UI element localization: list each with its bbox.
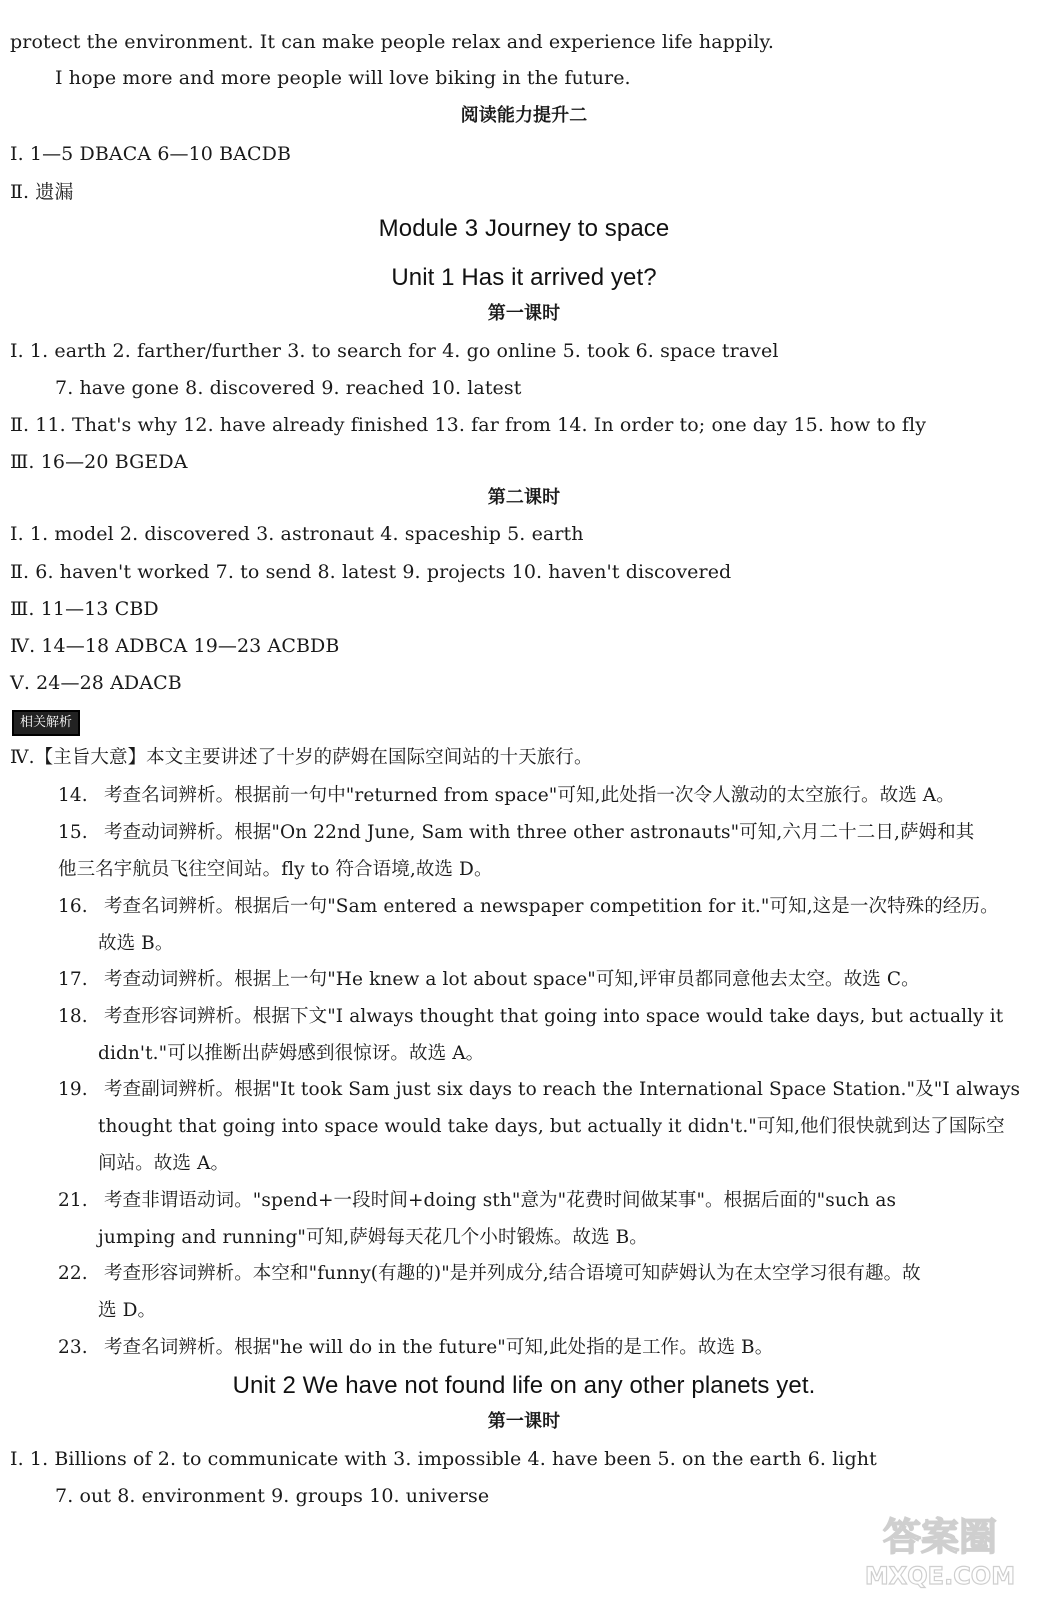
item-text: 考查形容词辨析。根据下文"I always thought that going into space would take days, but actually it [104, 1006, 1004, 1027]
answer-line: 7. have gone 8. discovered 9. reached 10. latest [55, 377, 522, 399]
answer-line: Ⅰ. 1. model 2. discovered 3. astronaut 4. spaceship 5. earth [10, 523, 584, 545]
item-text-continued: thought that going into space would take days, but actually it didn't."可知,他们很快就到达了国际空 [98, 1116, 1005, 1137]
lesson-title: 第一课时 [487, 1411, 561, 1432]
item-text-continued: 间站。故选 A。 [98, 1153, 230, 1174]
answer-line: Ⅰ. 1. earth 2. farther/further 3. to search for 4. go online 5. took 6. space travel [10, 340, 779, 362]
item-number: 22. [58, 1263, 88, 1284]
analysis-item [58, 1003, 1028, 1031]
item-number: 14. [58, 785, 88, 806]
analysis-item [58, 1260, 1028, 1288]
answer-line: Ⅳ. 14—18 ADBCA 19—23 ACBDB [10, 635, 340, 657]
item-number: 18. [58, 1006, 88, 1027]
item-number: 15. [58, 822, 88, 843]
analysis-tag: 相关解析 [12, 710, 80, 736]
analysis-item [58, 893, 1028, 921]
module-title: Module 3 Journey to space [378, 215, 670, 242]
item-text: 考查形容词辨析。本空和"funny(有趣的)"是并列成分,结合语境可知萨姆认为在太空学习很有趣。故 [104, 1263, 921, 1284]
item-number: 23. [58, 1337, 88, 1358]
item-number: 21. [58, 1190, 88, 1211]
answer-line: 7. out 8. environment 9. groups 10. universe [55, 1485, 490, 1507]
answer-line: Ⅰ. 1—5 DBACA 6—10 BACDB [10, 143, 292, 165]
item-text: 考查名词辨析。根据"he will do in the future"可知,此处指的是工作。故选 B。 [104, 1337, 774, 1358]
lesson-title: 第二课时 [487, 487, 561, 508]
answer-line: Ⅴ. 24—28 ADACB [10, 672, 182, 694]
lesson-title: 第一课时 [487, 303, 561, 324]
analysis-item [58, 966, 1028, 994]
analysis-summary: Ⅳ.【主旨大意】本文主要讲述了十岁的萨姆在国际空间站的十天旅行。 [10, 747, 593, 768]
unit-title: Unit 2 We have not found life on any other planets yet. [232, 1372, 816, 1399]
answer-line: Ⅰ. 1. Billions of 2. to communicate with 3. impossible 4. have been 5. on the earth 6. light [10, 1448, 877, 1470]
item-text: 考查副词辨析。根据"It took Sam just six days to reach the International Space Station."及"I always [104, 1079, 1021, 1100]
continued-text-line: I hope more and more people will love biking in the future. [55, 67, 631, 89]
item-text-continued: jumping and running"可知,萨姆每天花几个小时锻炼。故选 B。 [98, 1227, 648, 1248]
item-text-continued: 故选 B。 [98, 933, 174, 954]
item-text: 考查名词辨析。根据前一句中"returned from space"可知,此处指一次令人激动的太空旅行。故选 A。 [104, 785, 955, 806]
analysis-item [58, 1187, 1028, 1215]
unit-title: Unit 1 Has it arrived yet? [391, 264, 657, 291]
item-text: 考查动词辨析。根据"On 22nd June, Sam with three other astronauts"可知,六月二十二日,萨姆和其 [104, 822, 975, 843]
watermark-text: 答案圈 [882, 1515, 998, 1559]
item-number: 19. [58, 1079, 88, 1100]
item-number: 17. [58, 969, 88, 990]
watermark-logo [850, 1502, 1030, 1592]
answer-line: Ⅲ. 11—13 CBD [10, 598, 159, 620]
answer-line: Ⅱ. 6. haven't worked 7. to send 8. latest 9. projects 10. haven't discovered [10, 561, 732, 583]
analysis-item [58, 782, 1028, 810]
item-text-continued: didn't."可以推断出萨姆感到很惊讶。故选 A。 [98, 1043, 485, 1064]
item-number: 16. [58, 896, 88, 917]
analysis-item [58, 1076, 1028, 1104]
answer-line: Ⅲ. 16—20 BGEDA [10, 451, 188, 473]
continued-text-line: protect the environment. It can make people relax and experience life happily. [10, 31, 774, 53]
watermark-url: MXQE.COM [864, 1562, 1016, 1590]
item-text: 考查非谓语动词。"spend+一段时间+doing sth"意为"花费时间做某事"。根据后面的"such as [104, 1190, 897, 1211]
analysis-item [58, 819, 1028, 847]
answer-line: Ⅱ. 遗漏 [10, 181, 74, 203]
analysis-item [58, 1334, 1028, 1362]
item-text-continued: 选 D。 [98, 1300, 157, 1321]
item-text: 考查动词辨析。根据上一句"He knew a lot about space"可知,评审员都同意他去太空。故选 C。 [104, 969, 920, 990]
answer-line: Ⅱ. 11. That's why 12. have already finished 13. far from 14. In order to; one day 15. how to fly [10, 414, 927, 436]
item-text: 考查名词辨析。根据后一句"Sam entered a newspaper competition for it."可知,这是一次特殊的经历。 [104, 896, 999, 917]
item-text-continued: 他三名宇航员飞往空间站。fly to 符合语境,故选 D。 [58, 859, 493, 880]
section-title: 阅读能力提升二 [460, 105, 588, 126]
